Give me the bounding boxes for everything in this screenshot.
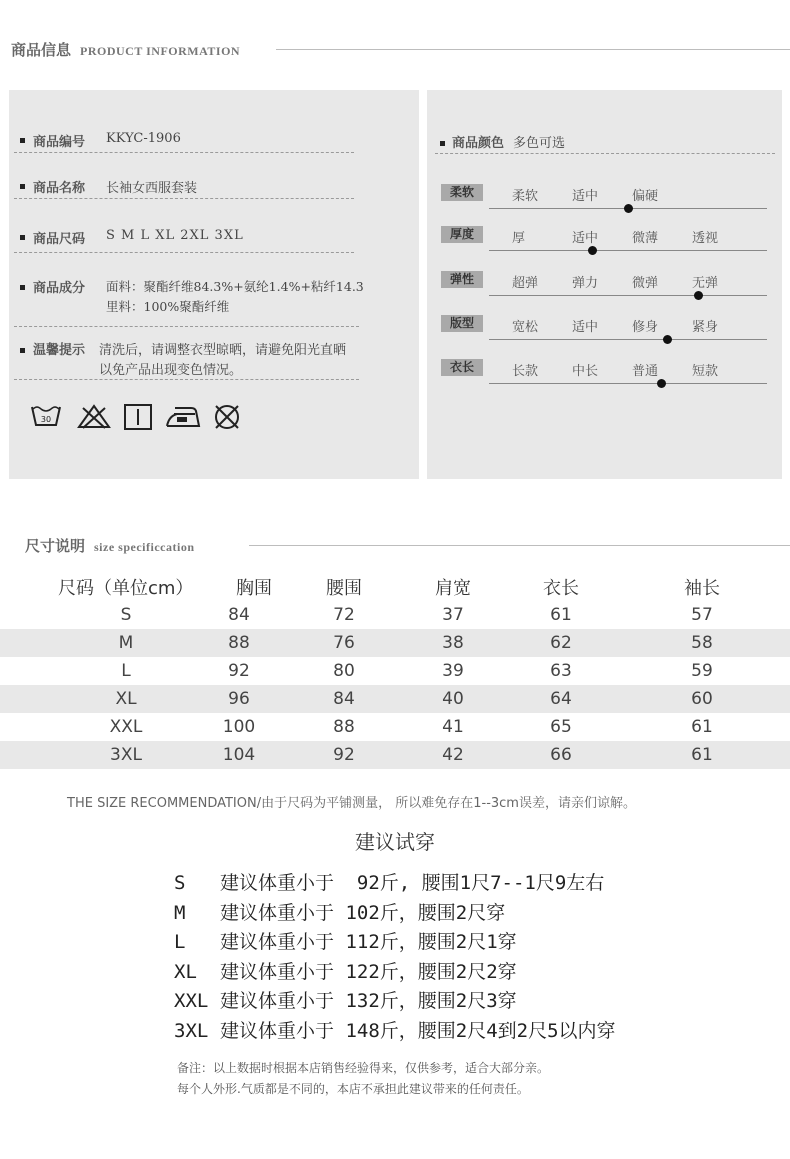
table-row [0, 685, 790, 713]
suggestion-size: M [174, 901, 186, 924]
bullet-icon [20, 285, 25, 290]
table-cell: 39 [442, 661, 464, 681]
info-value-material: 面料：聚酯纤维84.3%+氨纶1.4%+粘纤14.3 [106, 279, 364, 294]
attr-option: 适中 [572, 320, 599, 335]
table-cell: 80 [333, 661, 355, 681]
table-cell: 66 [550, 745, 572, 765]
info-value-code: KKYC-1906 [106, 131, 181, 146]
bullet-icon [20, 235, 25, 240]
suggestion-text: 建议体重小于 92斤, 腰围1尺7--1尺9左右 [220, 872, 605, 894]
header-divider [276, 49, 790, 50]
suggestion-text: 建议体重小于 102斤，腰围2尺穿 [220, 901, 506, 924]
table-cell: XXL [109, 717, 143, 737]
product-info-panel [9, 90, 419, 479]
table-cell: 61 [691, 745, 713, 765]
table-cell: 63 [550, 661, 572, 681]
attr-level-dot [694, 291, 703, 300]
table-cell: 92 [228, 661, 250, 681]
table-cell: 76 [333, 633, 355, 653]
table-cell: 64 [550, 689, 572, 709]
table-cell: 92 [333, 745, 355, 765]
suggestion-row [174, 957, 517, 984]
suggestion-title: 建议试穿 [355, 830, 435, 854]
wash-30-icon [31, 403, 61, 431]
product-info-title-cn: 商品信息 [11, 41, 72, 59]
table-cell: 60 [691, 689, 713, 709]
attr-option: 厚 [512, 231, 526, 246]
suggestion-size: XL [174, 960, 197, 983]
suggestion-size: L [174, 931, 186, 954]
product-info-heading [11, 39, 240, 60]
attr-option: 长款 [512, 364, 539, 379]
table-cell: 84 [333, 689, 355, 709]
info-label-size: 商品尺码 [33, 232, 86, 247]
suggestion-row [174, 986, 517, 1013]
info-label-name: 商品名称 [33, 181, 86, 196]
attr-option: 超弹 [512, 276, 539, 291]
attr-option: 适中 [572, 189, 599, 204]
table-cell: 65 [550, 717, 572, 737]
suggestion-size: S [174, 872, 186, 894]
table-row [0, 713, 790, 741]
info-value-name: 长袖女西服套装 [106, 181, 198, 196]
color-value: 多色可选 [513, 136, 566, 151]
suggestion-text: 建议体重小于 148斤，腰围2尺4到2尺5以内穿 [220, 1020, 616, 1042]
dashed-divider [14, 198, 354, 199]
table-cell: 3XL [110, 745, 142, 765]
info-label-code: 商品编号 [33, 135, 86, 150]
attr-option: 宽松 [512, 320, 539, 335]
table-cell: 61 [691, 717, 713, 737]
dashed-divider [14, 152, 354, 153]
dashed-divider [14, 379, 359, 380]
table-cell: 40 [442, 689, 464, 709]
suggestion-row [174, 868, 604, 895]
attr-scale-line [489, 339, 767, 340]
dashed-divider [14, 326, 359, 327]
table-cell: 58 [691, 633, 713, 653]
info-value-lining: 里料：100%聚酯纤维 [106, 299, 230, 314]
attr-option: 柔软 [512, 189, 539, 204]
table-cell: 62 [550, 633, 572, 653]
table-cell: M [118, 633, 134, 653]
table-cell: 72 [333, 605, 355, 625]
table-cell: XL [115, 689, 137, 709]
suggestion-text: 建议体重小于 132斤，腰围2尺3穿 [220, 990, 517, 1013]
attr-option: 无弹 [692, 276, 719, 291]
attr-option: 偏硬 [632, 189, 659, 204]
size-spec-divider [249, 545, 790, 546]
svg-text:30: 30 [40, 415, 52, 424]
attr-option: 弹力 [572, 276, 599, 291]
table-cell: S [120, 605, 132, 625]
attr-tag: 弹性 [441, 271, 483, 288]
attr-tag: 衣长 [441, 359, 483, 376]
dashed-divider [435, 153, 775, 154]
table-row [0, 629, 790, 657]
color-label: 商品颜色 [452, 136, 505, 151]
info-value-tip: 清洗后，请调整衣型晾晒，请避免阳光直晒 [99, 343, 347, 358]
suggestion-size: XXL [174, 990, 209, 1013]
size-table-header-cell: 胸围 [236, 578, 272, 599]
size-table [0, 573, 790, 769]
attr-tag: 版型 [441, 315, 483, 332]
attr-level-dot [588, 246, 597, 255]
size-table-header-cell: 衣长 [543, 578, 579, 599]
table-cell: 57 [691, 605, 713, 625]
table-cell: 84 [228, 605, 250, 625]
size-spec-heading [25, 535, 195, 556]
table-cell: 38 [442, 633, 464, 653]
table-row [0, 601, 790, 629]
bullet-icon [440, 141, 445, 146]
attr-level-dot [624, 204, 633, 213]
info-value-size: S M L XL 2XL 3XL [106, 228, 244, 243]
table-cell: 88 [228, 633, 250, 653]
iron-icon [165, 403, 201, 431]
attr-option: 短款 [692, 364, 719, 379]
size-table-header-cell: 尺码（单位cm） [58, 578, 194, 599]
footnote-2: 每个人外形.气质都是不同的，本店不承担此建议带来的任何责任。 [177, 1082, 529, 1096]
footnote-1: 备注：以上数据时根据本店销售经验得来，仅供参考，适合大部分亲。 [177, 1061, 550, 1075]
product-info-title-en: PRODUCT INFORMATION [80, 44, 241, 58]
attr-level-dot [657, 379, 666, 388]
attr-tag: 厚度 [441, 226, 483, 243]
bullet-icon [20, 348, 25, 353]
attr-option: 微弹 [632, 276, 659, 291]
table-cell: 88 [333, 717, 355, 737]
bullet-icon [20, 138, 25, 143]
size-recommendation-note: THE SIZE RECOMMENDATION/由于尺码为平铺测量， 所以难免存在1--3cm误差，请亲们谅解。 [67, 796, 636, 811]
info-label-tip: 温馨提示 [33, 343, 86, 358]
table-row [0, 741, 790, 769]
table-cell: L [121, 661, 131, 681]
table-cell: 100 [222, 717, 256, 737]
attr-option: 适中 [572, 231, 599, 246]
table-cell: 59 [691, 661, 713, 681]
table-cell: 96 [228, 689, 250, 709]
attr-option: 中长 [572, 364, 599, 379]
table-row [0, 657, 790, 685]
suggestion-text: 建议体重小于 122斤，腰围2尺2穿 [220, 960, 517, 983]
size-table-header [0, 573, 790, 601]
attr-option: 普通 [632, 364, 659, 379]
attr-scale-line [489, 295, 767, 296]
suggestion-row [174, 898, 505, 925]
table-cell: 42 [442, 745, 464, 765]
suggestion-row [174, 1016, 616, 1043]
attr-level-dot [663, 335, 672, 344]
attr-option: 修身 [632, 320, 659, 335]
table-cell: 61 [550, 605, 572, 625]
bullet-icon [20, 184, 25, 189]
size-spec-title-cn: 尺寸说明 [25, 537, 86, 555]
dashed-divider [14, 252, 354, 253]
table-cell: 37 [442, 605, 464, 625]
attributes-panel [427, 90, 782, 479]
no-dry-clean-icon [212, 403, 242, 431]
attr-option: 紧身 [692, 320, 719, 335]
table-cell: 104 [222, 745, 256, 765]
suggestion-row [174, 927, 517, 954]
size-spec-title-en: size specificcation [94, 540, 195, 554]
attr-scale-line [489, 250, 767, 251]
table-cell: 41 [442, 717, 464, 737]
info-value-tip2: 以免产品出现变色情况。 [99, 363, 243, 378]
tumble-dry-icon [123, 403, 153, 431]
attr-tag: 柔软 [441, 184, 483, 201]
attr-option: 微薄 [632, 231, 659, 246]
size-table-header-cell: 袖长 [684, 578, 720, 599]
suggestion-size: 3XL [174, 1020, 209, 1042]
info-label-material: 商品成分 [33, 281, 86, 296]
attr-option: 透视 [692, 231, 719, 246]
no-bleach-icon [77, 403, 107, 431]
size-table-header-cell: 肩宽 [435, 578, 471, 599]
attr-scale-line [489, 383, 767, 384]
size-table-header-cell: 腰围 [326, 578, 362, 599]
suggestion-text: 建议体重小于 112斤，腰围2尺1穿 [220, 931, 517, 954]
